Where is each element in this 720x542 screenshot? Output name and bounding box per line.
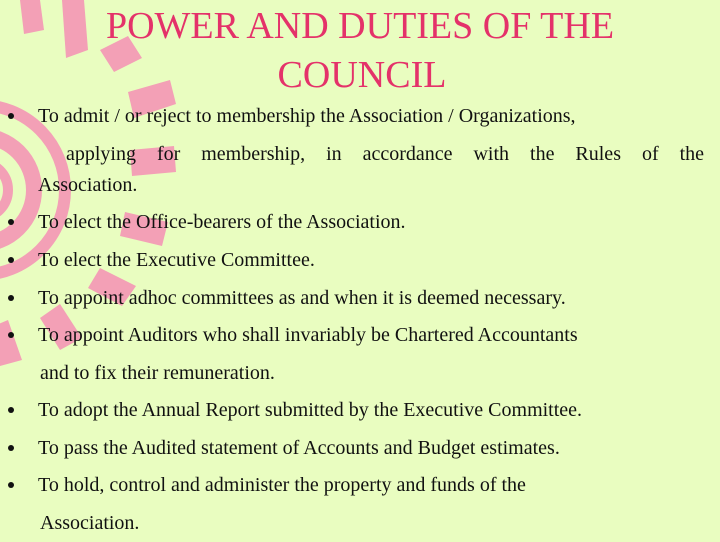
title-line-2: COUNCIL xyxy=(277,54,447,96)
bullet-line: To appoint adhoc committees as and when it is deemed necessary. xyxy=(38,287,566,309)
bullet-line: Association. xyxy=(38,174,138,196)
bullet-line: applying for membership, in accordance with the Rules of the xyxy=(66,143,704,165)
bullet-line: To appoint Auditors who shall invariably be Chartered Accountants xyxy=(38,324,578,346)
bullet-line: Association. xyxy=(40,512,140,534)
bullet-dot xyxy=(8,295,14,301)
bullet-dot xyxy=(8,219,14,225)
bullet-line: To adopt the Annual Report submitted by the Executive Committee. xyxy=(38,399,583,421)
bullet-dot xyxy=(8,113,14,119)
bullet-dot xyxy=(8,257,14,263)
bullet-dot xyxy=(8,407,14,413)
title-line-1: POWER AND DUTIES OF THE xyxy=(105,5,615,47)
bullet-line: To hold, control and administer the property and funds of the xyxy=(38,474,526,496)
bullet-dot xyxy=(8,445,14,451)
bullet-dot xyxy=(8,482,14,488)
bullet-line: To pass the Audited statement of Accounts and Budget estimates. xyxy=(38,437,560,459)
bullet-line: To admit / or reject to membership the Association / Organizations, xyxy=(38,105,576,127)
bullet-line: and to fix their remuneration. xyxy=(40,362,275,384)
bullet-dot xyxy=(8,332,14,338)
bullet-line: To elect the Office-bearers of the Association. xyxy=(38,211,406,233)
bullet-line: To elect the Executive Committee. xyxy=(38,249,315,271)
